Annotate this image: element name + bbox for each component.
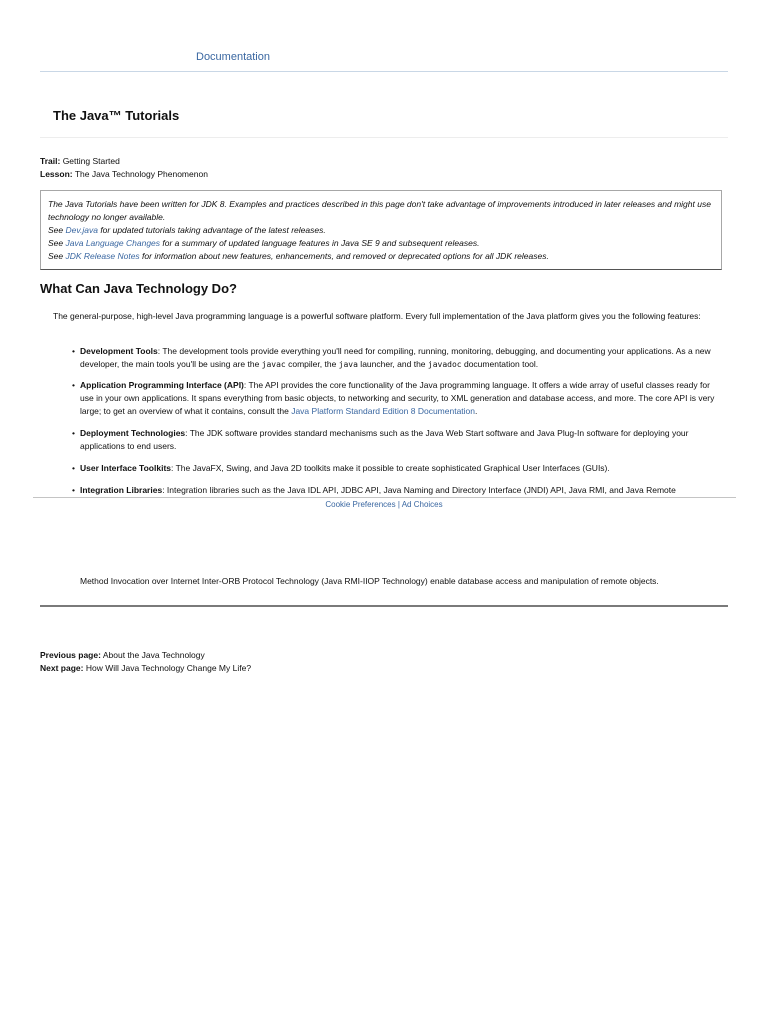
feature-text: launcher, and the (357, 359, 428, 369)
see-text: See (48, 238, 64, 248)
feature-text: : The development tools provide everything you'll need for compiling, running, monitoring, debugging, and documenting your applications. As a new developer, the main tools you'll be using are the (80, 346, 711, 369)
lesson-link[interactable]: The Java Technology Phenomenon (74, 169, 208, 179)
feature-text: : Integration libraries such as the Java IDL API, JDBC API, Java Naming and Directory Interface (JNDI) API, Java RMI, and Java Remote (162, 485, 676, 495)
next-page-nav (40, 663, 251, 673)
lesson-label: Lesson: (40, 169, 73, 179)
list-item (80, 462, 718, 475)
bottom-divider (40, 605, 728, 607)
trail-link[interactable]: Getting Started (62, 156, 120, 166)
feature-text: documentation tool. (461, 359, 539, 369)
section-heading: What Can Java Technology Do? (40, 281, 237, 296)
feature-term: User Interface Toolkits (80, 463, 172, 473)
trail-label: Trail: (40, 156, 61, 166)
previous-page-link[interactable]: About the Java Technology (102, 650, 205, 660)
breadcrumb-trail (40, 156, 120, 166)
feature-text: : The JDK software provides standard mechanisms such as the Java Web Start software and Java Plug-In software for deploying your applications to end users. (80, 428, 689, 451)
feature-text: . (475, 406, 478, 416)
feature-term: Integration Libraries (80, 485, 163, 495)
top-navigation-bar (40, 44, 728, 72)
page-title: The Java™ Tutorials (53, 108, 180, 123)
list-item (80, 345, 718, 371)
dev-java-link[interactable]: Dev.java (65, 225, 98, 235)
previous-page-nav (40, 650, 205, 660)
notice-line-2-text: for updated tutorials taking advantage of the latest releases. (97, 225, 326, 235)
previous-page-label: Previous page: (40, 650, 101, 660)
page-break-line (33, 497, 736, 498)
java-se8-docs-link[interactable]: Java Platform Standard Edition 8 Documentation (291, 406, 475, 416)
list-continuation: Method Invocation over Internet Inter-ORB Protocol Technology (Java RMI-IIOP Technology) enable database access and manipulation of remote objects. (80, 576, 659, 586)
feature-term: Development Tools (80, 346, 158, 356)
notice-line-3-text: for a summary of updated language features in Java SE 9 and subsequent releases. (160, 238, 480, 248)
list-item (80, 427, 718, 453)
cookie-preferences-link[interactable]: Cookie Preferences (325, 500, 396, 509)
jdk8-notice-box (40, 190, 722, 270)
language-changes-link[interactable]: Java Language Changes (65, 238, 161, 248)
ad-choices-link[interactable]: Ad Choices (401, 500, 443, 509)
next-page-link[interactable]: How Will Java Technology Change My Life? (85, 663, 252, 673)
notice-line-4 (48, 250, 714, 263)
notice-line-4-text: for information about new features, enhancements, and removed or deprecated options for all JDK releases. (139, 251, 549, 261)
footer-links (0, 500, 768, 509)
features-list (80, 345, 718, 506)
javac-code: javac (261, 360, 286, 369)
javadoc-code: javadoc (427, 360, 462, 369)
notice-line-2 (48, 224, 714, 237)
section-intro: The general-purpose, high-level Java programming language is a powerful software platform. Every full implementation of the Java platform gives you the following features: (53, 311, 701, 321)
notice-line-3 (48, 237, 714, 250)
documentation-link[interactable]: Documentation (196, 51, 270, 63)
feature-term: Deployment Technologies (80, 428, 186, 438)
breadcrumb-lesson (40, 169, 208, 179)
see-text: See (48, 225, 64, 235)
release-notes-link[interactable]: JDK Release Notes (65, 251, 140, 261)
title-divider (40, 137, 728, 138)
feature-text: : The API provides the core functionality of the Java programming language. It offers a wide array of useful classes ready for use in your own applications. It spans everything from basic objects, to networking and security, to XML generation and database access, and more. The core API is very large; to get an overview of what it contains, consult the (80, 380, 715, 416)
see-text: See (48, 251, 64, 261)
feature-text: compiler, the (285, 359, 339, 369)
java-code: java (338, 360, 358, 369)
next-page-label: Next page: (40, 663, 84, 673)
feature-text: : The JavaFX, Swing, and Java 2D toolkits make it possible to create sophisticated Graphical User Interfaces (GUIs). (171, 463, 610, 473)
page-break-region (0, 496, 768, 800)
footer-separator: | (397, 500, 400, 509)
notice-line-1: The Java Tutorials have been written for JDK 8. Examples and practices described in this page don't take advantage of improvements introduced in later releases and might use technology no longer available. (48, 199, 711, 222)
feature-term: Application Programming Interface (API) (80, 380, 244, 390)
list-item (80, 379, 718, 418)
